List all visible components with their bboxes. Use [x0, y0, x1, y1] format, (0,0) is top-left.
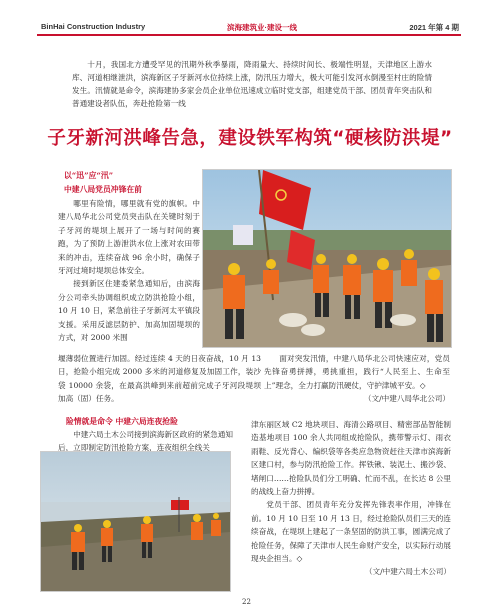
section1-subtitle: 以“迅”应“汛” — [64, 171, 114, 180]
section1-right-column — [264, 352, 450, 406]
intro-paragraph — [72, 58, 432, 110]
section1-para2: 接到新区住建委紧急通知后，由滨海分公司牵头协调组织成立防洪抢险小组，10 月 10 日，紧急前往子牙新河太平镇段支援。采用反滤层防护、加高加固堤坝的方式，对 2000 米围 — [58, 279, 200, 343]
column-name: 滨海建筑业·建设一线 — [227, 23, 297, 32]
intro-text: 十月，我国北方遭受罕见的汛期外秋季暴雨，降雨量大、持续时间长、极端性明显，天津地区上游水库、河道相继泄洪，滨海新区子牙新河水位持续上涨，防汛压力增大，极大可能引发河水倒漫至村庄的险情发生。汛情就是命令，滨海建协多家会员企业单位迅速成立临时党支部，组建党员干部、团员青年突击队和普通建设者队伍，奔赴抢险第一线 — [72, 60, 432, 108]
section1-span-paragraph — [58, 352, 261, 406]
section1-para3: 堰薄弱位置进行加固。经过连续 4 天的日夜奋战，10 月 13 日，抢险小组完成 2000 多米的河道修复及加固工作，装沙袋 10000 余袋，在最高洪峰到来前超前完成子牙河段堤坝加高（固）任务。 — [58, 354, 261, 404]
section1-para4: 面对突发汛情，中建八局华北公司快速应对，党员先锋奋勇拼搏，勇挑重担，践行“人民至上、生命至上”理念，全力打赢防汛硬仗，守护津城平安。◇ — [264, 354, 450, 390]
section1-signature: （文/中建八局华北公司） — [363, 394, 450, 404]
section1-subheading: 中建八局党员冲锋在前 — [64, 185, 142, 194]
section2-subheading: 险情就是命令 中建六局连夜抢险 — [66, 417, 178, 426]
flood-rescue-photo-2 — [40, 451, 231, 592]
section1-left-column — [58, 197, 200, 344]
section1-para1: 哪里有险情，哪里就有党的旗帜。中建八局华北公司党员突击队在关键时刻于子牙河的堤坝上展开了一场与时间的赛跑，为了预防上游泄洪水位上涨对农田带来的冲击，连续奋战 96 余小时，确保子牙河过境时堤坝总体安全。 — [58, 199, 200, 276]
section2-para1: 中建六局土木公司接到滨海新区政府的紧急通知后，立即制定防汛抢险方案，连夜组织全线关 — [58, 430, 233, 453]
section2-right-column — [251, 418, 451, 579]
flood-rescue-photo-1 — [202, 169, 452, 348]
article-headline: 子牙新河洪峰告急，建设铁军构筑“硬核防洪堤” — [47, 128, 453, 149]
section2-signature: （文/中建六局土木公司） — [364, 567, 451, 577]
section2-para2: 津东丽区域 C2 地块项目、海清公路项目、精密部品智能制造基地项目 100 余人共同组成抢险队，携带警示灯、雨衣雨鞋、反光背心、编织袋等各类应急物资赶往天津市滨海新区建口村，参与防汛抢险工作。挥铁锹、装泥土、搬沙袋、堵闸口……抢险队员们分工明确、忙而不乱，在长达 8 公里的战线上奋力拼搏。 — [251, 420, 451, 497]
issue-number: 2021 年第 4 期 — [409, 23, 459, 32]
page-number: 22 — [242, 598, 251, 606]
publication-name: BinHai Construction Industry — [41, 22, 146, 31]
riverbank-scene-illustration — [41, 452, 230, 591]
page-header — [37, 20, 461, 36]
section2-para3: 党员干部、团员青年充分发挥先锋表率作用，冲锋在前。10 月 10 日至 10 月 13 日，经过抢险队员们三天的连续奋战，在堤坝上建起了一条坚固的防洪工事，圆满完成了抢险任务，保障了天津市人民生命财产安全，以实际行动展现央企担当。◇ — [251, 500, 451, 564]
rescue-scene-illustration — [203, 170, 451, 347]
